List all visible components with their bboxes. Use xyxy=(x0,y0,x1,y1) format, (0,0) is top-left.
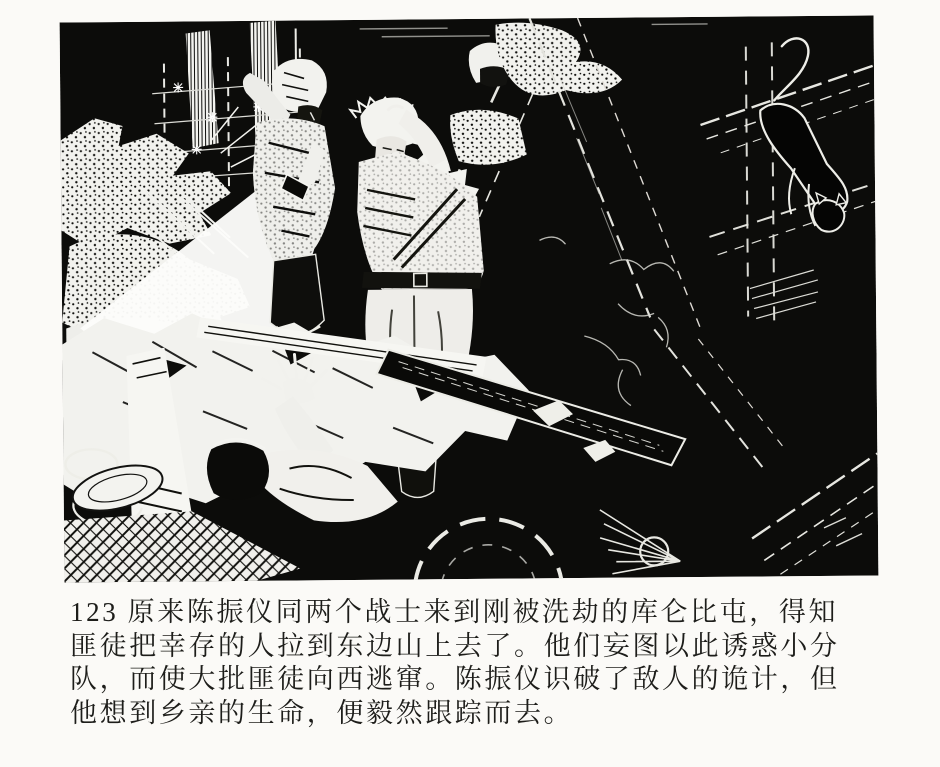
caption-text xyxy=(70,596,920,730)
woodcut-illustration xyxy=(60,15,879,582)
caption-line-2: 匪徒把幸存的人拉到东边山上去了。他们妄图以此诱惑小分 xyxy=(70,630,840,661)
caption-line-1: 123 原来陈振仪同两个战士来到刚被洗劫的库仑比屯，得知 xyxy=(70,597,839,627)
hair xyxy=(207,442,270,500)
illustration-panel xyxy=(60,15,879,582)
caption-line-4: 他想到乡亲的生命，便毅然跟踪而去。 xyxy=(70,697,574,728)
caption-line-3: 队，而使大批匪徒向西逃窜。陈振仪识破了敌人的诡计，但 xyxy=(70,664,840,694)
